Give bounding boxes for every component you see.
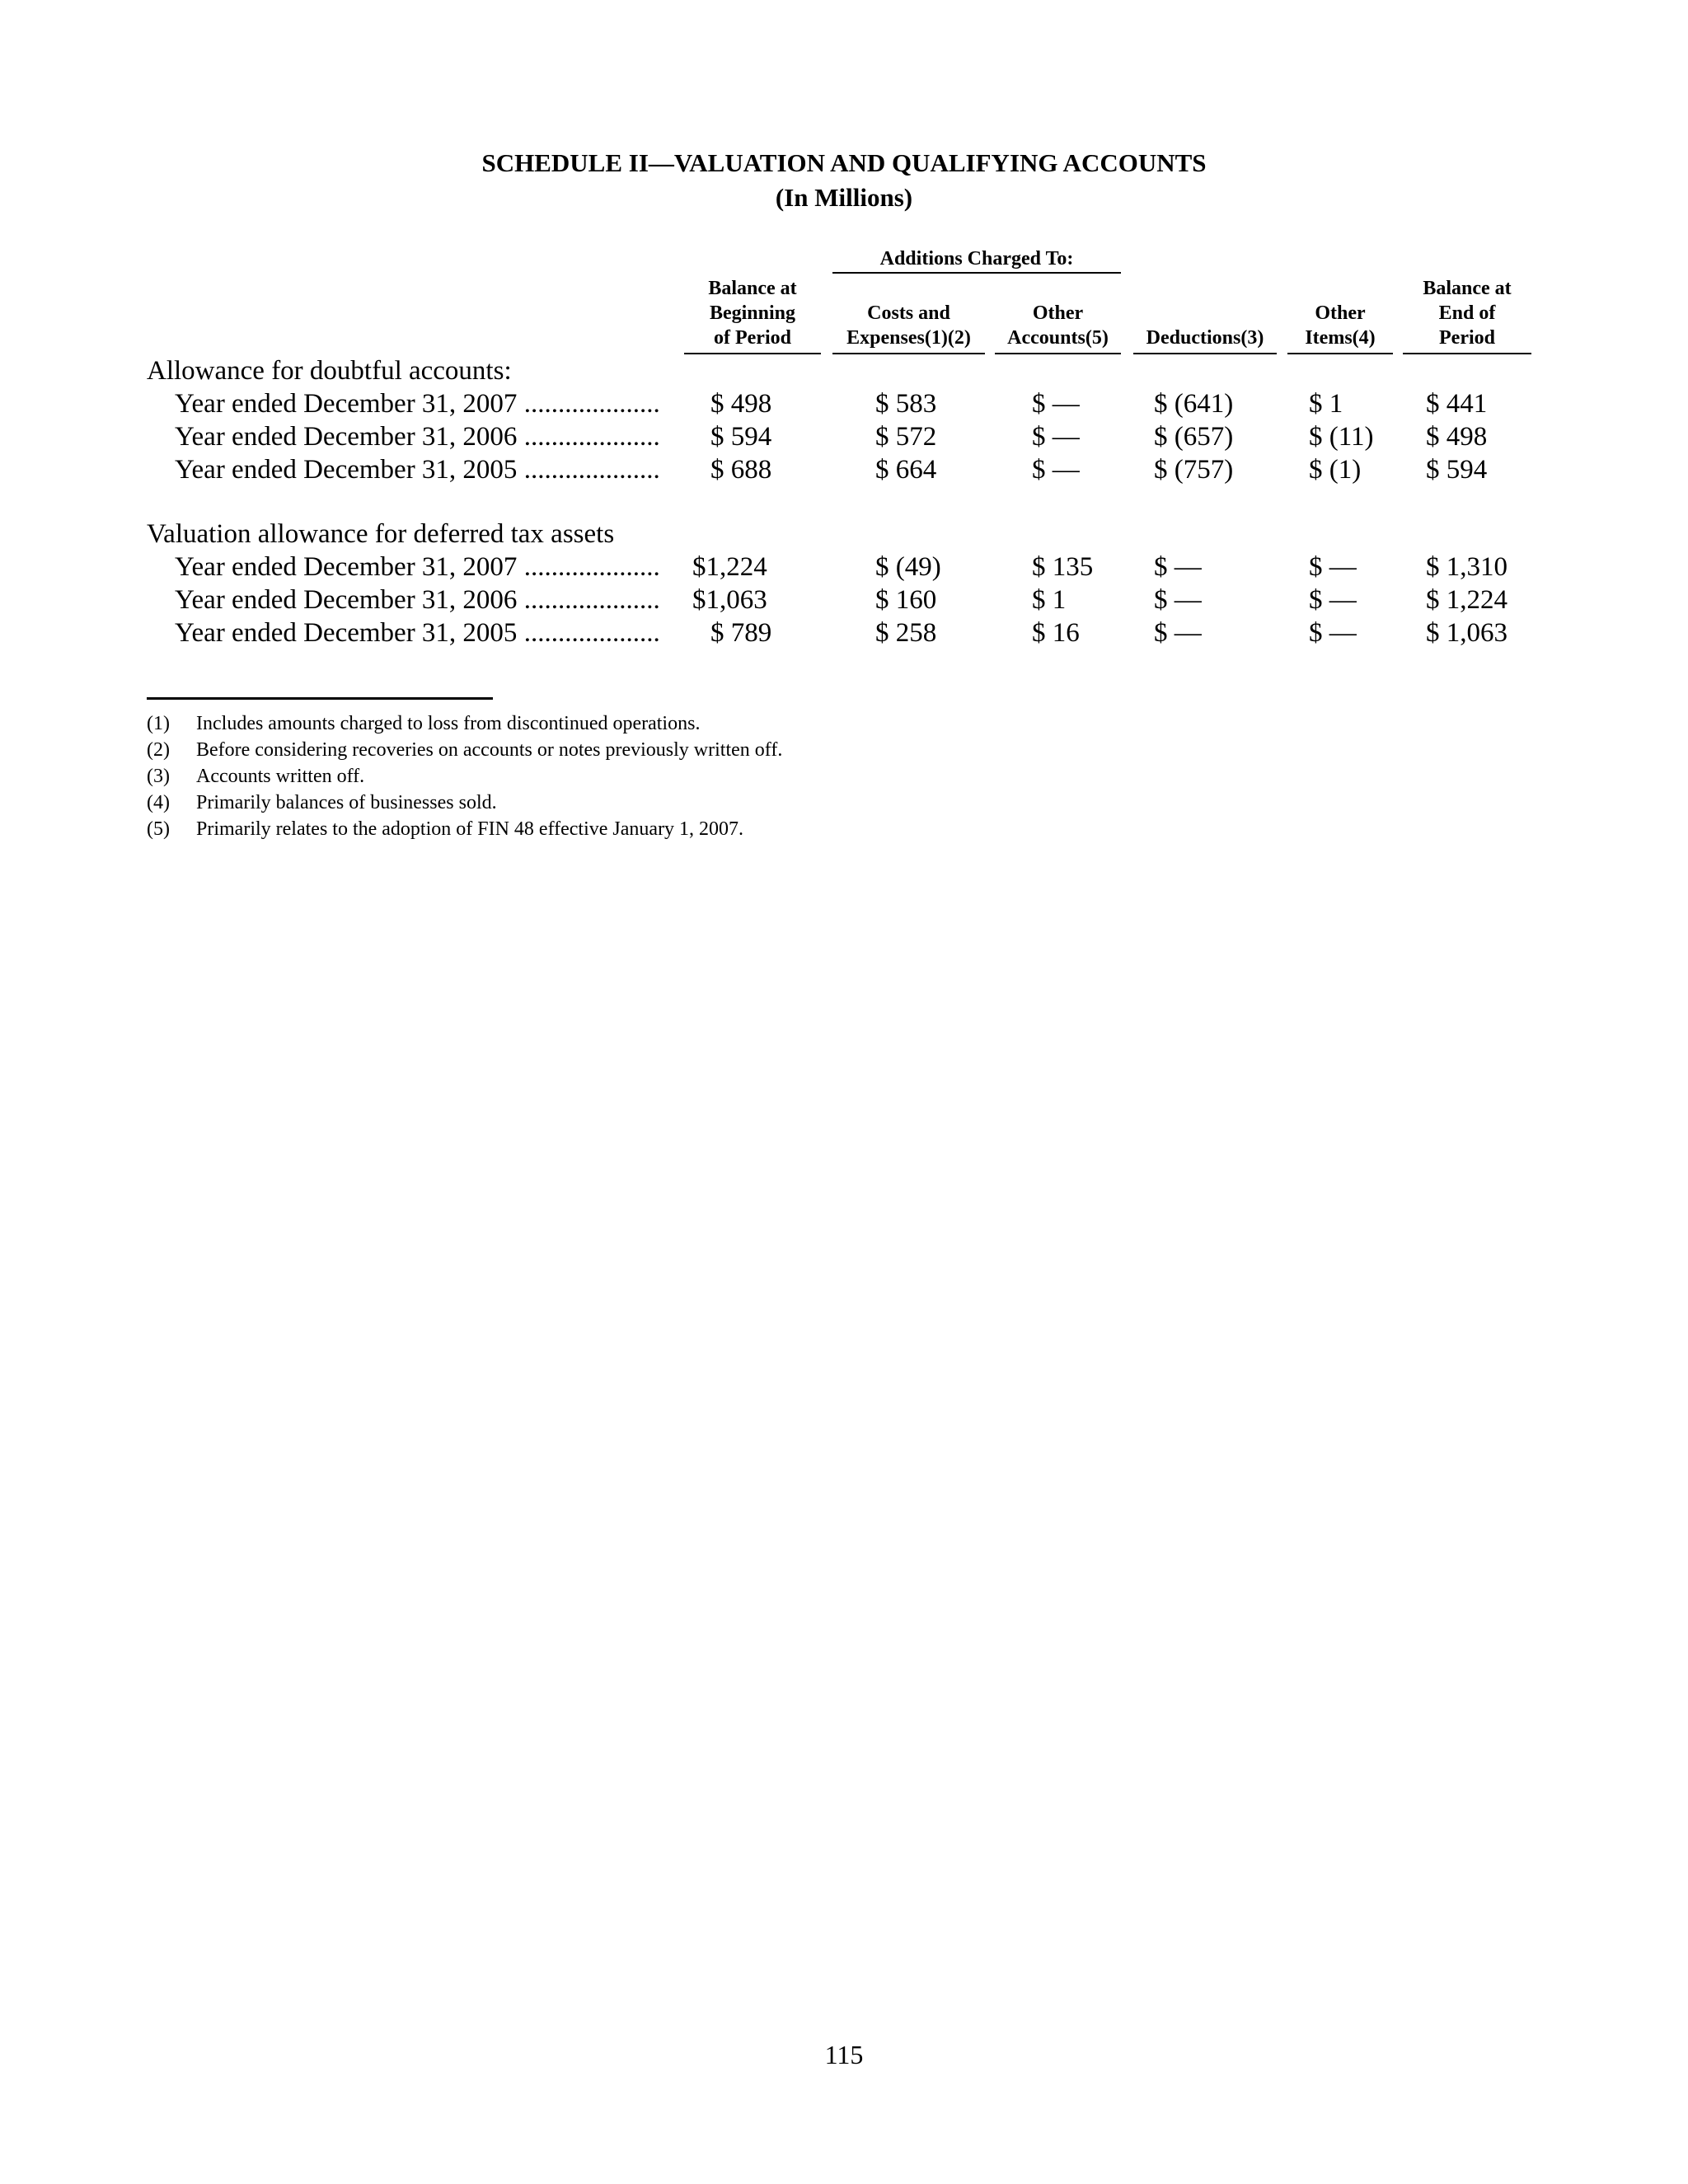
cell-balance-begin: $ 498 [710, 389, 772, 419]
schedule-subtitle: (In Millions) [775, 183, 913, 212]
cell-other-accounts: $ 16 [1032, 618, 1080, 648]
cell-other-items: $ — [1309, 552, 1357, 582]
col-rule-balance-end [1403, 353, 1531, 354]
footnote-text: Primarily relates to the adoption of FIN 48 effective January 1, 2007. [196, 818, 744, 840]
cell-costs-expenses: $ 258 [875, 618, 937, 648]
cell-balance-begin: $ 688 [710, 455, 772, 485]
cell-other-items: $ (1) [1309, 455, 1362, 485]
cell-other-accounts: $ 135 [1032, 552, 1094, 582]
cell-deductions: $ (657) [1154, 422, 1234, 452]
cell-balance-end: $ 1,224 [1426, 585, 1507, 615]
cell-other-accounts: $ 1 [1032, 585, 1067, 615]
cell-other-accounts: $ — [1032, 389, 1080, 419]
cell-balance-begin: $ 594 [710, 422, 772, 452]
row-label: Year ended December 31, 2006 .................... [175, 422, 660, 452]
footnote-rule [147, 697, 493, 700]
cell-deductions: $ (757) [1154, 455, 1234, 485]
row-label: Year ended December 31, 2007 .................... [175, 389, 660, 419]
col-header-costs-expenses: Costs and Expenses(1)(2) [846, 302, 971, 349]
row-label: Year ended December 31, 2007 .................... [175, 552, 660, 582]
row-label: Year ended December 31, 2005 .................... [175, 618, 660, 648]
col-rule-other-accounts [995, 353, 1121, 354]
footnote-number: (3) [147, 766, 170, 787]
cell-costs-expenses: $ 664 [875, 455, 937, 485]
footnote-number: (5) [147, 818, 170, 840]
col-rule-balance-begin [684, 353, 821, 354]
row-label: Year ended December 31, 2006 .................... [175, 585, 660, 615]
cell-balance-end: $ 498 [1426, 422, 1488, 452]
cell-other-items: $ (11) [1309, 422, 1374, 452]
cell-deductions: $ (641) [1154, 389, 1234, 419]
row-label: Year ended December 31, 2005 .................... [175, 455, 660, 485]
cell-balance-begin: $ 789 [710, 618, 772, 648]
footnote-number: (4) [147, 792, 170, 813]
cell-costs-expenses: $ (49) [875, 552, 941, 582]
page-number: 115 [824, 2040, 864, 2069]
footnote-number: (1) [147, 713, 170, 734]
col-rule-other-items [1287, 353, 1393, 354]
cell-other-accounts: $ — [1032, 455, 1080, 485]
footnote-text: Includes amounts charged to loss from discontinued operations. [196, 713, 701, 734]
additions-group-header: Additions Charged To: [879, 248, 1074, 269]
cell-deductions: $ — [1154, 585, 1202, 615]
cell-other-items: $ — [1309, 585, 1357, 615]
col-header-other-accounts: Other Accounts(5) [1007, 302, 1109, 349]
cell-balance-end: $ 1,310 [1426, 552, 1507, 582]
footnote-number: (2) [147, 739, 170, 761]
cell-balance-end: $ 594 [1426, 455, 1488, 485]
cell-other-accounts: $ — [1032, 422, 1080, 452]
cell-costs-expenses: $ 572 [875, 422, 937, 452]
cell-costs-expenses: $ 583 [875, 389, 937, 419]
cell-balance-end: $ 1,063 [1426, 618, 1507, 648]
cell-balance-end: $ 441 [1426, 389, 1488, 419]
col-header-balance-begin: Balance at Beginning of Period [708, 278, 797, 349]
footnote-text: Primarily balances of businesses sold. [196, 792, 497, 813]
section-heading-valuation-allowance: Valuation allowance for deferred tax assets [147, 519, 615, 549]
schedule-title: SCHEDULE II—VALUATION AND QUALIFYING ACCOUNTS [481, 148, 1207, 177]
additions-group-rule [832, 272, 1121, 274]
cell-deductions: $ — [1154, 552, 1202, 582]
cell-balance-begin: $1,224 [692, 552, 767, 582]
cell-balance-begin: $1,063 [692, 585, 767, 615]
cell-deductions: $ — [1154, 618, 1202, 648]
cell-other-items: $ 1 [1309, 389, 1343, 419]
footnote-text: Before considering recoveries on accounts or notes previously written off. [196, 739, 783, 761]
col-header-balance-end: Balance at End of Period [1423, 278, 1512, 349]
col-rule-deductions [1133, 353, 1277, 354]
section-heading-doubtful-accounts: Allowance for doubtful accounts: [147, 356, 512, 386]
cell-costs-expenses: $ 160 [875, 585, 937, 615]
col-rule-costs-expenses [832, 353, 985, 354]
footnote-text: Accounts written off. [196, 766, 365, 787]
col-header-other-items: Other Items(4) [1305, 302, 1376, 349]
cell-other-items: $ — [1309, 618, 1357, 648]
col-header-deductions: Deductions(3) [1146, 327, 1264, 349]
